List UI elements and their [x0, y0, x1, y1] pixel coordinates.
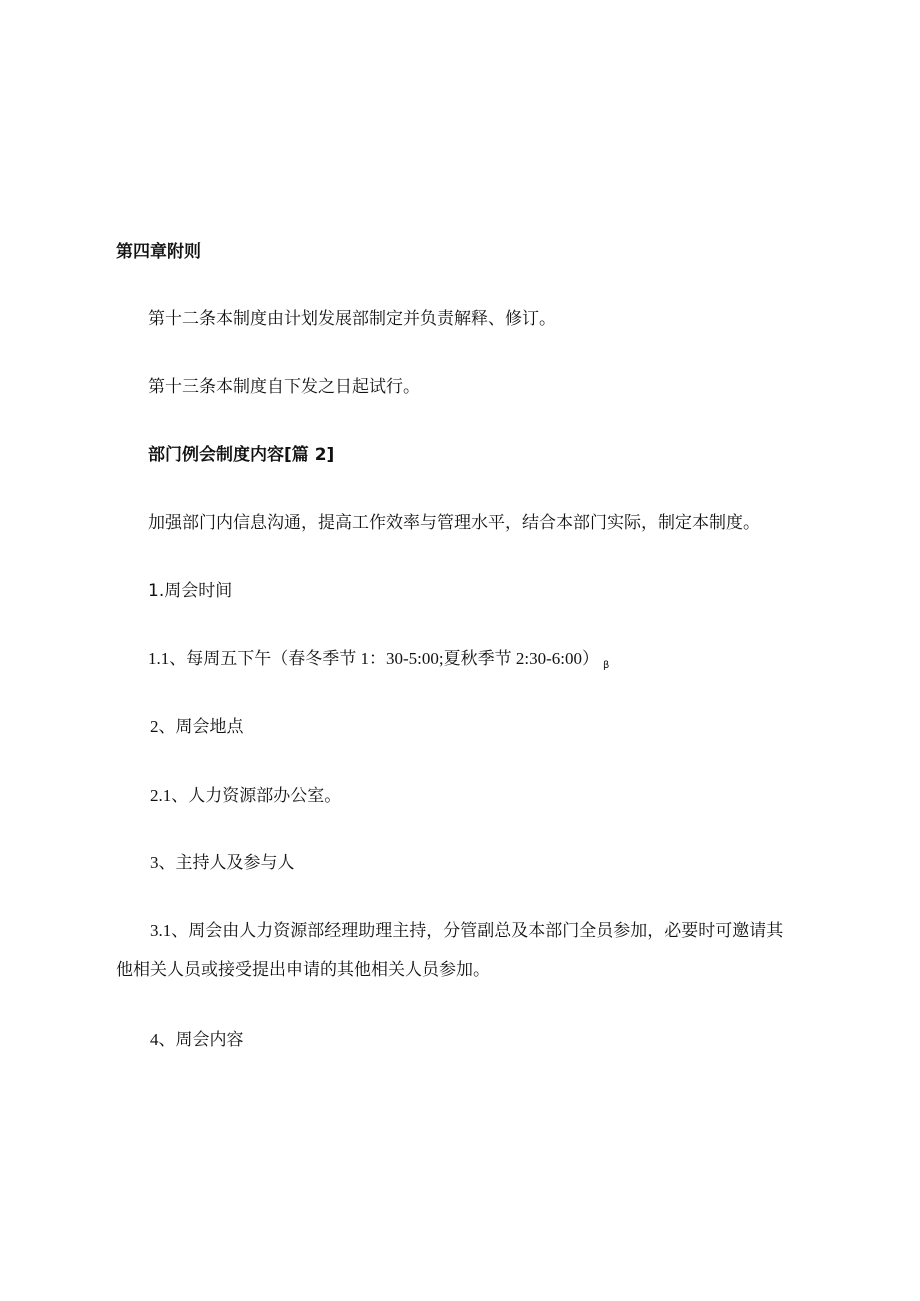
host-participants-title: 3、主持人及参与人	[150, 853, 295, 872]
article-12-text: 第十二条本制度由计划发展部制定并负责解释、修订。	[148, 309, 556, 329]
meeting-time-title: 1.周会时间	[148, 581, 233, 601]
meeting-place-title: 2、周会地点	[150, 717, 244, 736]
article-13-text: 第十三条本制度自下发之日起试行。	[148, 377, 420, 397]
host-participants-detail-line2: 他相关人员或接受提出申请的其他相关人员参加。	[116, 960, 490, 980]
section-heading: 部门例会制度内容[篇 2]	[148, 445, 335, 465]
chapter-heading: 第四章附则	[116, 242, 201, 262]
meeting-time-detail-mark: β	[602, 660, 610, 671]
intro-paragraph: 加强部门内信息沟通，提高工作效率与管理水平，结合本部门实际，制定本制度。	[148, 513, 760, 533]
meeting-content-title: 4、周会内容	[150, 1030, 244, 1049]
meeting-time-detail-text: 1.1、每周五下午（春冬季节 1：30-5:00;夏秋季节 2:30-6:00）	[148, 649, 599, 668]
host-participants-detail-line1: 3.1、周会由人力资源部经理助理主持，分管副总及本部门全员参加，必要时可邀请其	[150, 921, 784, 940]
meeting-place-detail: 2.1、人力资源部办公室。	[150, 786, 342, 805]
meeting-time-detail	[148, 648, 609, 677]
